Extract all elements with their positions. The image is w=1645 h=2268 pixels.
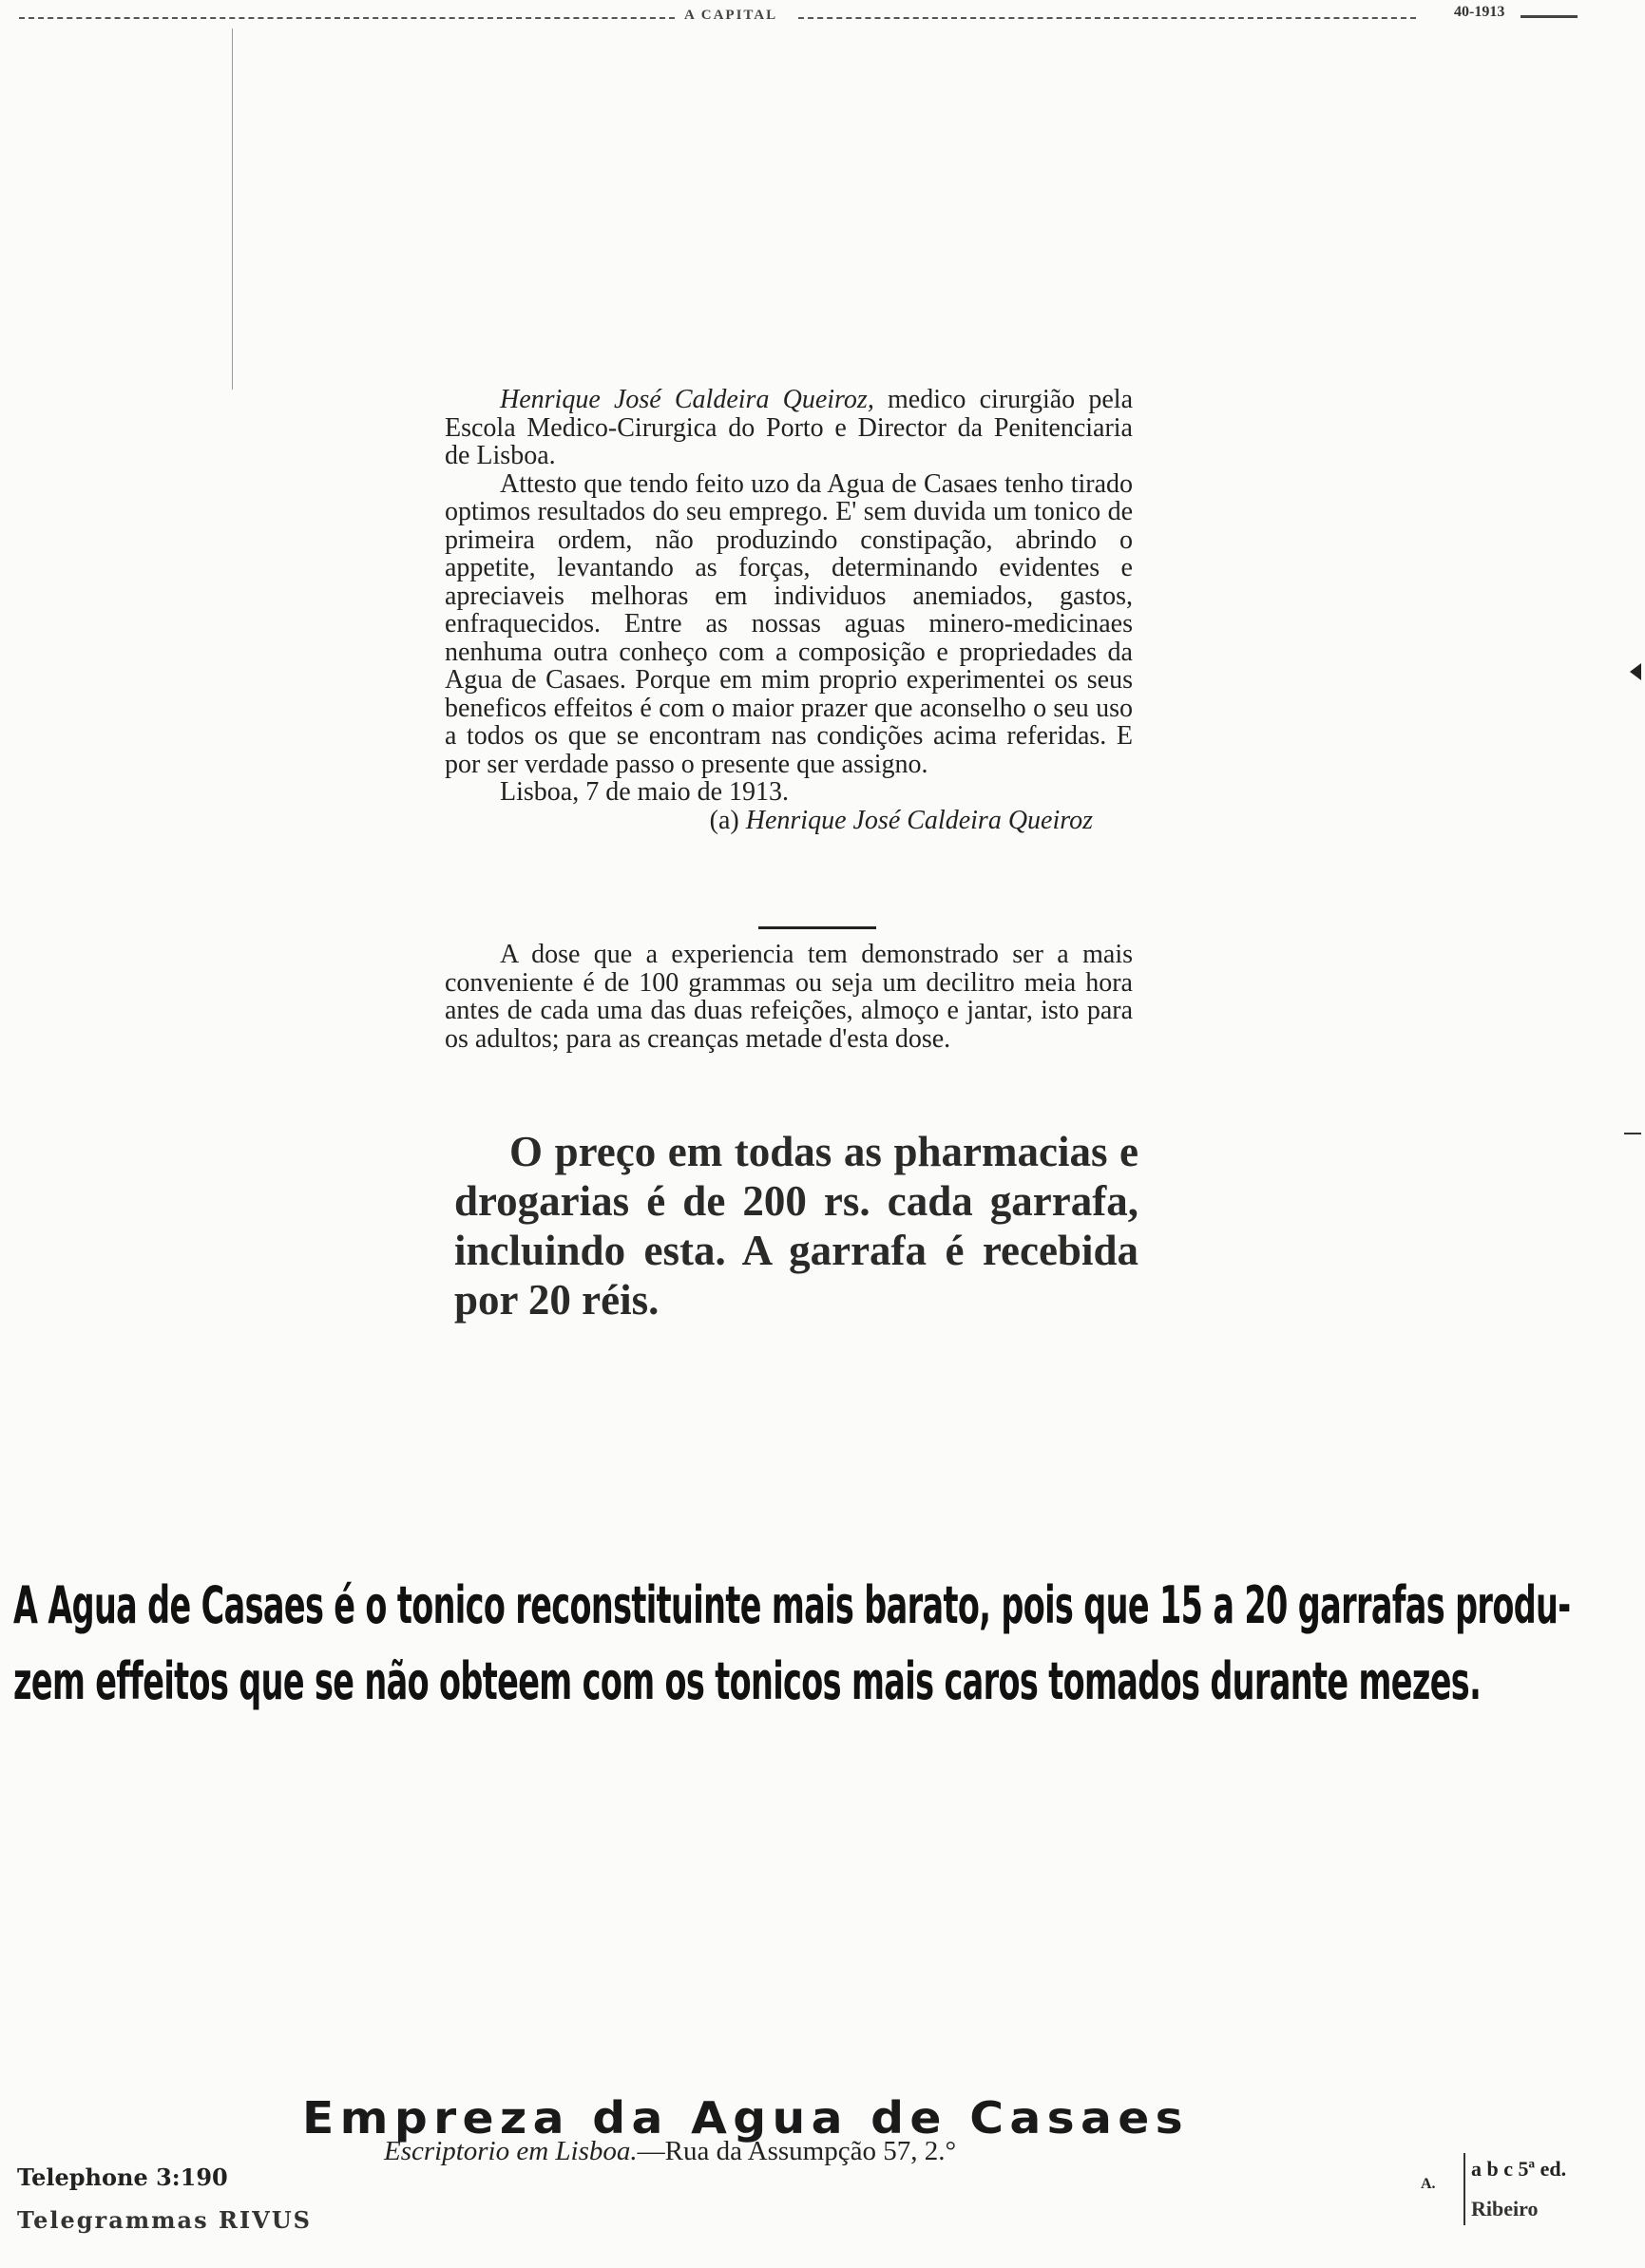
telephone-number: Telephone 3:190 (17, 2163, 228, 2191)
telegram-address: Telegrammas RIVUS (17, 2206, 312, 2234)
edge-mark-icon (1630, 663, 1641, 680)
dose-text: A dose que a experiencia tem demonstrado ser a mais conveniente é de 100 grammas ou seja um decilitro meia hora antes de cada uma das duas refeições, almoço e jantar, isto para os adultos; para as creanças metade d'esta dose. (445, 940, 1133, 1054)
signature-name: Henrique José Caldeira Queiroz (745, 805, 1093, 835)
banner-line-2: zem effeitos que se não obteem com os tonicos mais caros tomados durante mezes. (13, 1651, 1482, 1711)
edge-dash (1624, 1133, 1641, 1134)
testimonial-author-title: medico cirurgião pela Escola Medico-Cirurgica do Porto e Director da Penitenciaria de Lisboa. (445, 385, 1134, 470)
printer-stamp-line-2: Ribeiro (1471, 2197, 1539, 2220)
testimonial-intro (445, 386, 1133, 470)
printer-stamp-line-1: a b c 5ª ed. (1471, 2157, 1567, 2181)
testimonial-signature (445, 807, 1133, 835)
newspaper-title: A CAPITAL (684, 8, 778, 23)
header-page-mark: 40-1913 (1454, 4, 1505, 20)
section-divider (758, 926, 876, 929)
testimonial-author: Henrique José Caldeira Queiroz, (500, 385, 874, 414)
price-notice (454, 1127, 1138, 1325)
price-text: O preço em todas as pharmacias e drogarias é de 200 rs. cada garrafa, incluindo esta. A garrafa é recebida por 20 réis. (454, 1128, 1138, 1324)
slogan-banner (13, 1568, 1629, 1720)
header-rule-right (798, 17, 1416, 19)
office-address-line (384, 2136, 956, 2167)
office-address: —Rua da Assumpção 57, 2.° (637, 2136, 957, 2166)
header-rule-far (1521, 15, 1578, 18)
margin-line (232, 29, 233, 390)
stamp-mark: A. (1421, 2176, 1436, 2192)
banner-line-1: A Agua de Casaes é o tonico reconstituinte mais barato, pois que 15 a 20 garrafas produ- (13, 1575, 1571, 1635)
testimonial-body: Attesto que tendo feito uzo da Agua de Casaes tenho tirado optimos resultados do seu emprego. E' sem duvida um tonico de primeira ordem, não produzindo constipação, abrindo o appetite, levantando as forças, determinando evidentes e apreciaveis melhoras em individuos anemiados, gastos, enfraquecidos. Entre as nossas aguas minero-medicinaes nenhuma outra conheço com a composição e propriedades da Agua de Casaes. Porque em mim proprio experimentei os seus beneficos effeitos é com o maior prazer que aconselho o seu uso a todos os que se encontram nas condições acima referidas. E por ser verdade passo o presente que assigno. (445, 468, 1133, 779)
office-label: Escriptorio em Lisboa. (384, 2136, 638, 2166)
testimonial-column (445, 386, 1133, 834)
company-name: Empreza da Agua de Casaes (302, 2092, 1190, 2144)
signature-prefix: (a) (709, 805, 746, 835)
header-rule-left (19, 17, 675, 19)
testimonial-dateline: Lisboa, 7 de maio de 1913. (500, 777, 790, 807)
dose-paragraph (445, 941, 1133, 1053)
